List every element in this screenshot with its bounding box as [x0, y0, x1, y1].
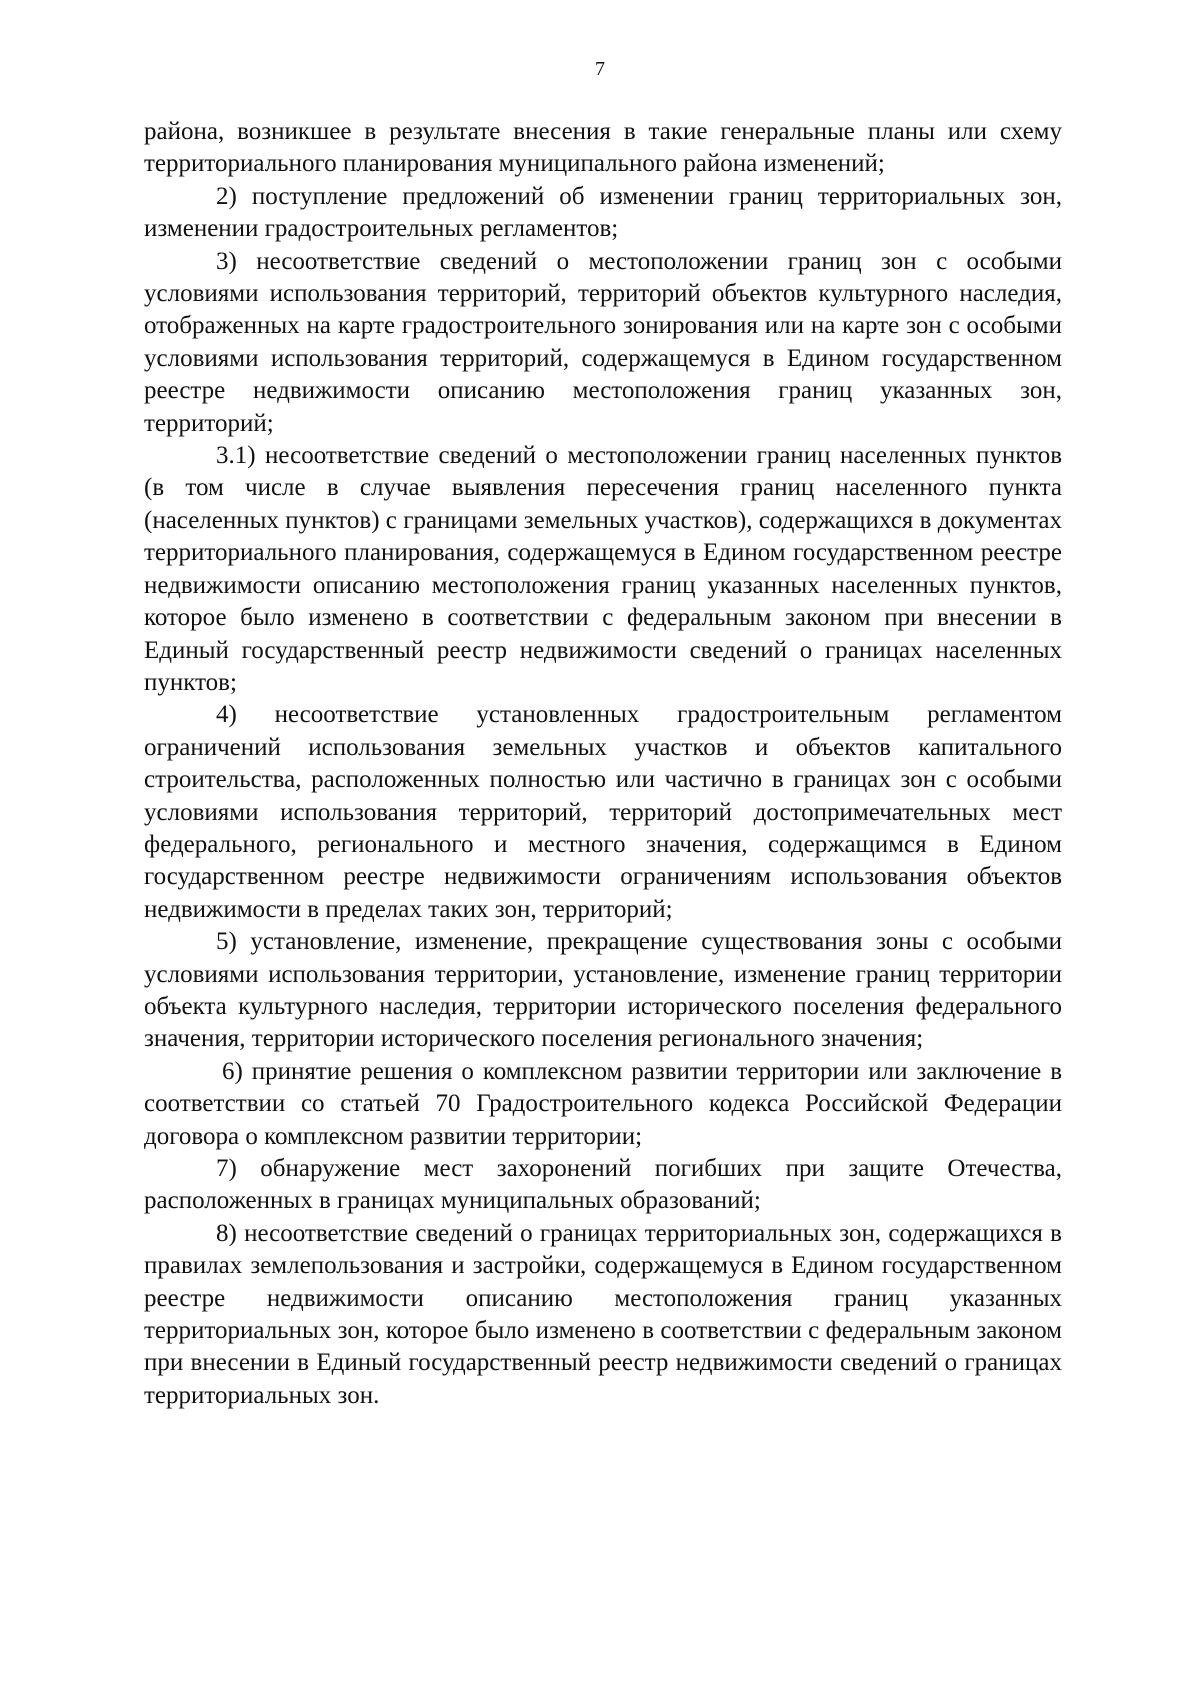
paragraph-item-3: 3) несоответствие сведений о местоположении границ зон с особыми условиями использования территорий, территорий объектов культурного наследия, отображенных на карте градостроительного зонирования или на карте зон с особыми условиями использования территорий, содержащемуся в Едином государственном реестре недвижимости описанию местоположения границ указанных зон, территорий; [144, 247, 1062, 437]
paragraph-item-3-1: 3.1) несоответствие сведений о местоположении границ населенных пунктов (в том числе в случае выявления пересечения границ населенного пункта (населенных пунктов) с границами земельных участков), содержащихся в документах территориального планирования, содержащемуся в Едином государственном реестре недвижимости описанию местоположения границ указанных населенных пунктов, которое было изменено в соответствии с федеральным законом при внесении в Единый государственный реестр недвижимости сведений о границах населенных пунктов; [144, 442, 1062, 696]
page-number: 7 [595, 58, 605, 80]
paragraph-item-4: 4) несоответствие установленных градостроительным регламентом ограничений использования земельных участков и объектов капитального строительства, расположенных полностью или частично в границах зон с особыми условиями использования территорий, территорий достопримечательных мест федерального, регионального и местного значения, содержащимся в Едином государственном реестре недвижимости ограничениям использования объектов недвижимости в пределах таких зон, территорий; [144, 701, 1062, 923]
paragraph-item-2: 2) поступление предложений об изменении границ территориальных зон, изменении градостроительных регламентов; [144, 182, 1062, 243]
document-body [144, 116, 1062, 1412]
paragraph-continuation: района, возникшее в результате внесения в такие генеральные планы или схему территориального планирования муниципального района изменений; [144, 118, 1062, 178]
paragraph-item-6: 6) принятие решения о комплексном развитии территории или заключение в соответствии со статьей 70 Градостроительного кодекса Российской Федерации договора о комплексном развитии территории; [144, 1057, 1062, 1150]
paragraph-item-8: 8) несоответствие сведений о границах территориальных зон, содержащихся в правилах землепользования и застройки, содержащемуся в Едином государственном реестре недвижимости описанию местоположения границ указанных территориальных зон, которое было изменено в соответствии с федеральным законом при внесении в Единый государственный реестр недвижимости сведений о границах территориальных зон. [144, 1219, 1062, 1409]
paragraph-item-7: 7) обнаружение мест захоронений погибших при защите Отечества, расположенных в границах муниципальных образований; [144, 1155, 1062, 1215]
paragraph-item-5: 5) установление, изменение, прекращение существования зоны с особыми условиями использования территории, установление, изменение границ территории объекта культурного наследия, территории исторического поселения федерального значения, территории исторического поселения регионального значения; [144, 928, 1062, 1053]
